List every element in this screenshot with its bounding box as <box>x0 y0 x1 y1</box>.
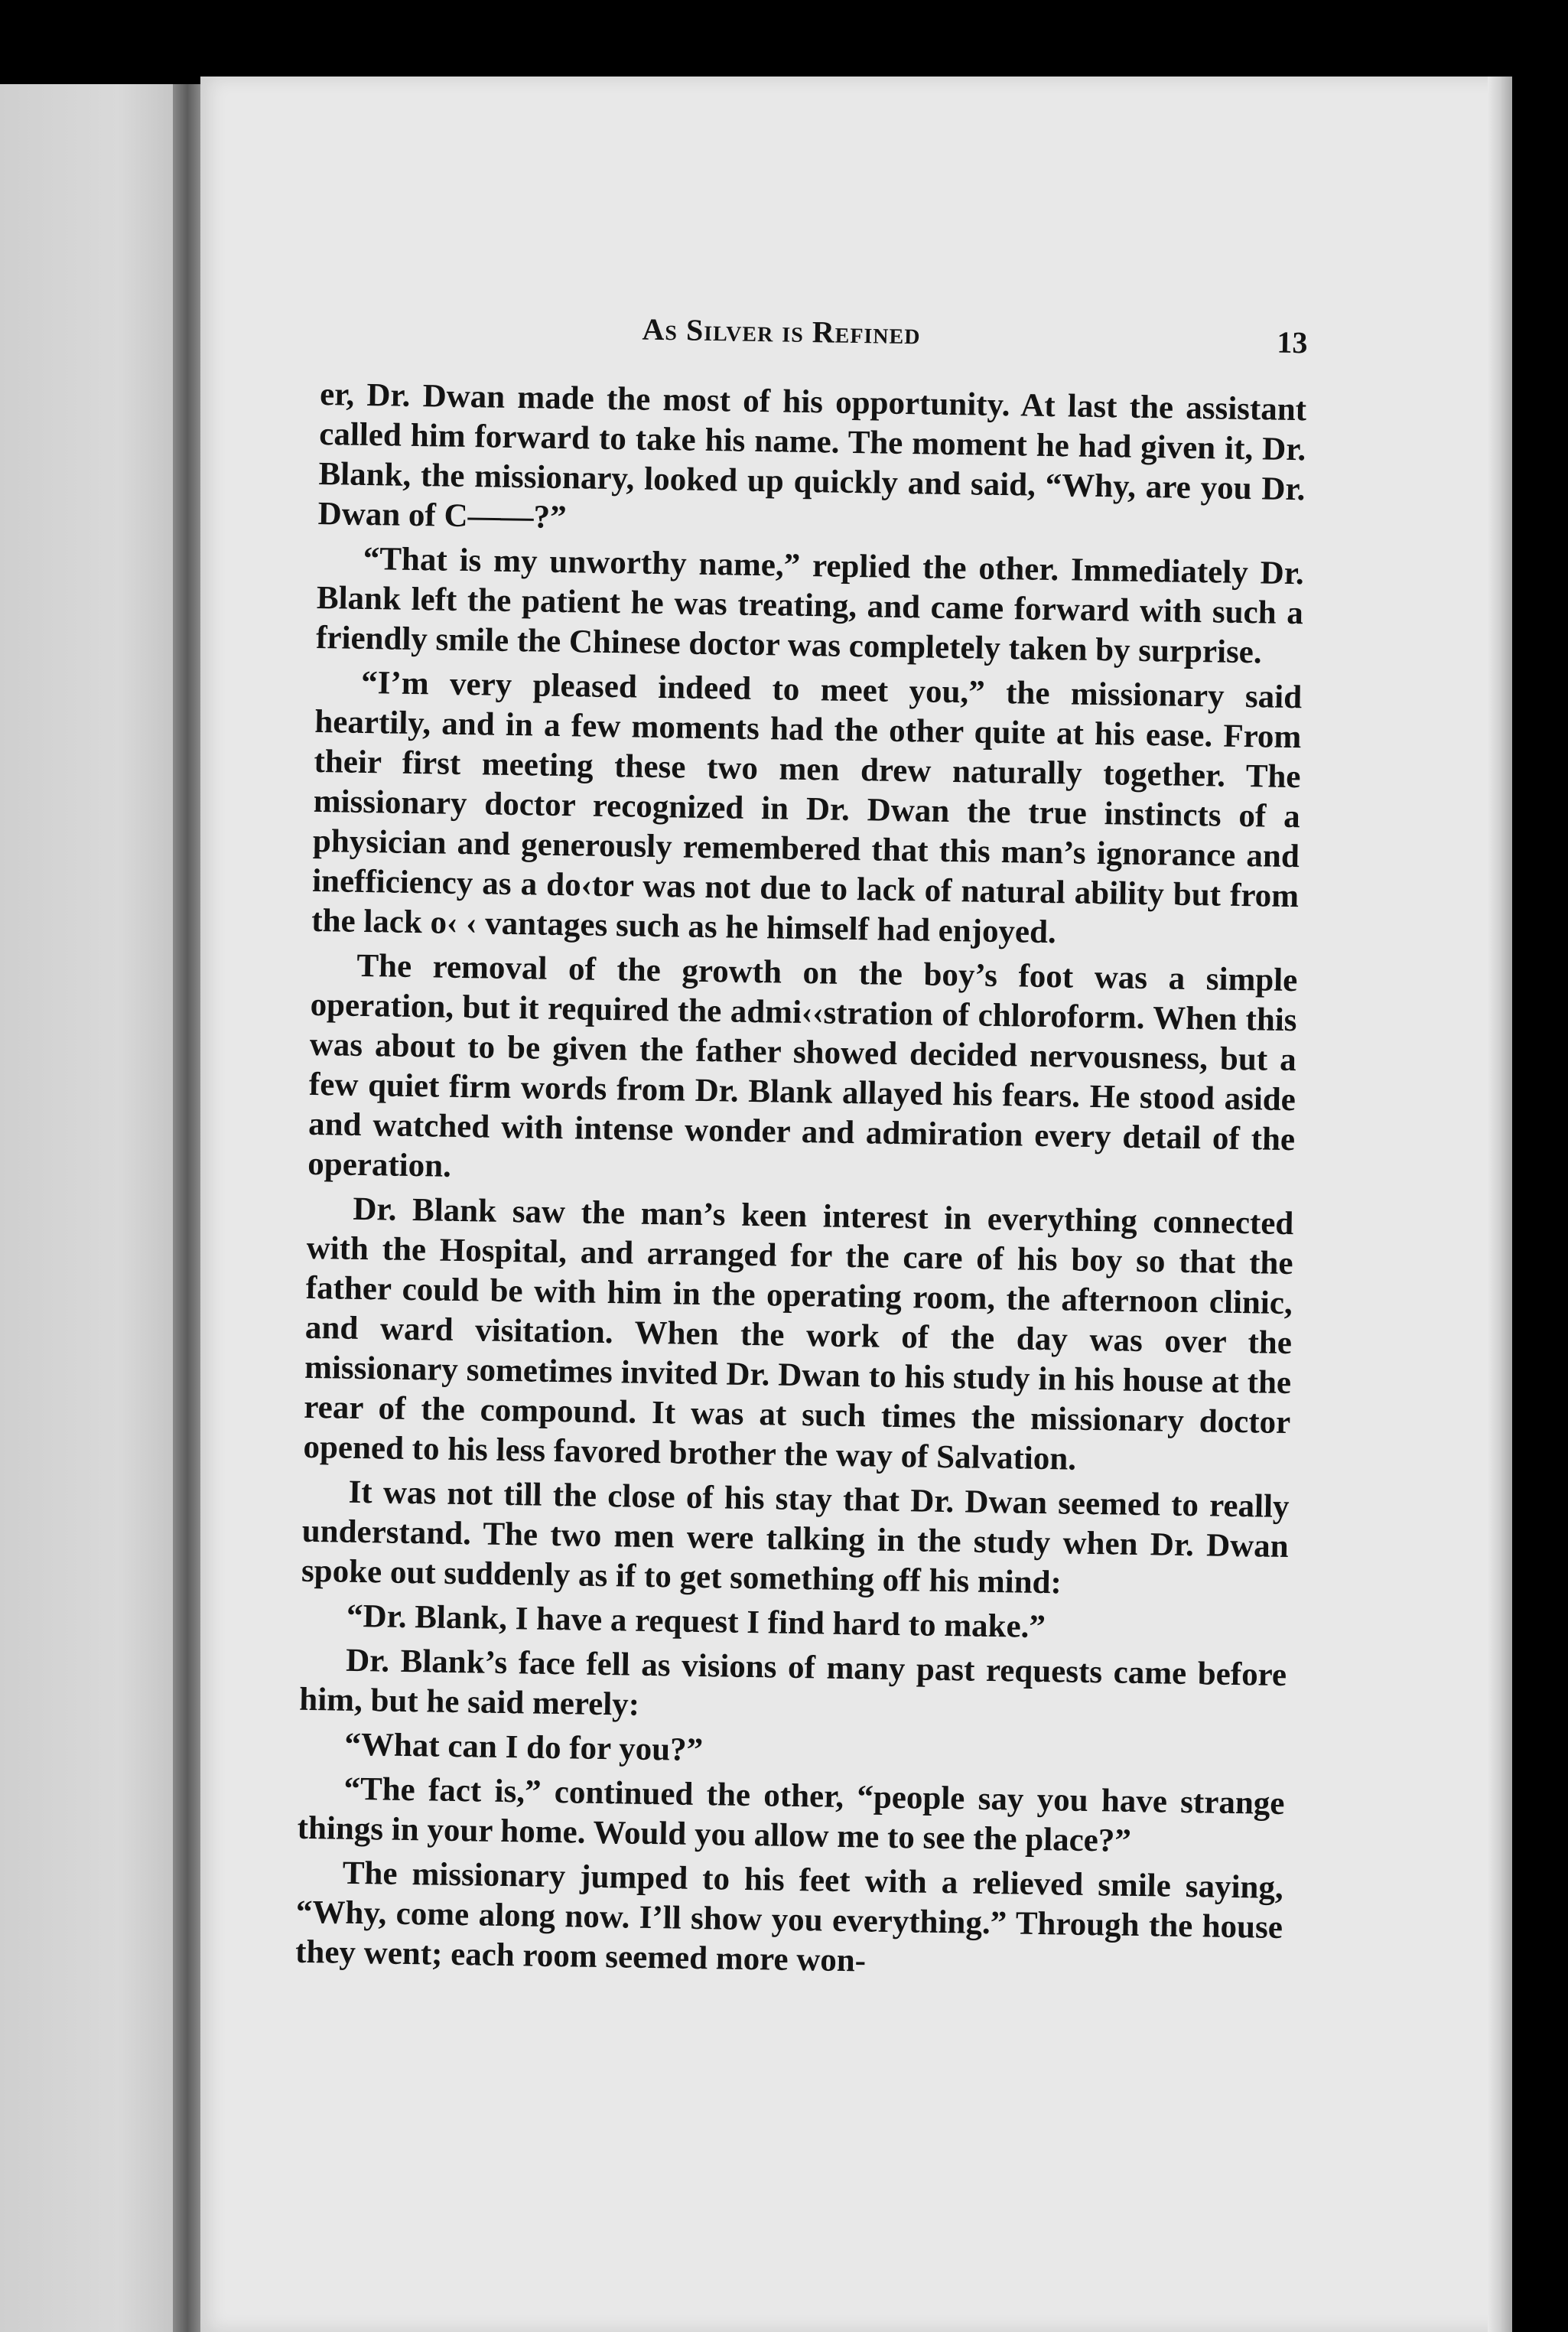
paragraph: “Dr. Blank, I have a request I find hard to make.” <box>346 1598 1046 1646</box>
paragraph: er, Dr. Dwan made the most of his opportunity. At last the assistant called him forward to take his name. The moment he had given it, Dr. Blank, the missionary, looked up quickly and said, “Why, are you Dr. Dwan of C——?” <box>317 376 1307 536</box>
running-title: As Silver is Refined <box>642 311 921 351</box>
page-number: 13 <box>1277 324 1308 360</box>
page-right-edge <box>1488 77 1512 2332</box>
paragraph: It was not till the close of his stay that Dr. Dwan seemed to really understand. The two men were talking in the study when Dr. Dwan spoke out suddenly as if to get something off his mind: <box>301 1474 1290 1601</box>
paragraph: Dr. Blank saw the man’s keen interest in everything connected with the Hospital, and arranged for the care of his boy so that the father could be with him in the operating room, the afternoon clinic, and ward visitation. When the work of the day was over the missionary sometimes invited Dr. Dwan to his study in his house at the rear of the compound. It was at such times the missionary doctor opened to his less favored brother the way of Salvation. <box>303 1190 1294 1477</box>
paragraph: The removal of the growth on the boy’s foot was a simple operation, but it required the admi‹‹stration of chloroform. When this was about to be given the father showed decided nervousness, but a few quiet firm words from Dr. Blank allayed his fears. He stood aside and watched with intense wonder and admiration every detail of the operation. <box>307 947 1298 1184</box>
paragraph: “I’m very pleased indeed to meet you,” the missionary said heartily, and in a few moments had the other quite at his ease. From their first meeting these two men drew naturally together. The missionary doctor recognized in Dr. Dwan the true instincts of a physician and generously remembered that this man’s ignorance and inefficiency as a do‹tor was not due to lack of natural ability but from the lack o‹ ‹ vantages such as he himself had enjoyed. <box>311 664 1303 951</box>
paragraph: “The fact is,” continued the other, “people say you have strange things in your home. Would you allow me to see the place?” <box>297 1770 1285 1859</box>
paragraph: “That is my unworthy name,” replied the other. Immediately Dr. Blank left the patient he was treating, and came forward with such a friendly smile the Chinese doctor was completely taken by surprise. <box>315 540 1305 671</box>
left-page-edge <box>0 84 197 2332</box>
page-content <box>295 306 1308 1992</box>
paragraph: Dr. Blank’s face fell as visions of many past requests came before him, but he said merely: <box>299 1642 1287 1723</box>
paragraph: The missionary jumped to his feet with a relieved smile saying, “Why, come along now. I’ll show you everything.” Through the house they went; each room seemed more won- <box>294 1855 1284 1979</box>
paragraph: “What can I do for you?” <box>344 1726 704 1769</box>
